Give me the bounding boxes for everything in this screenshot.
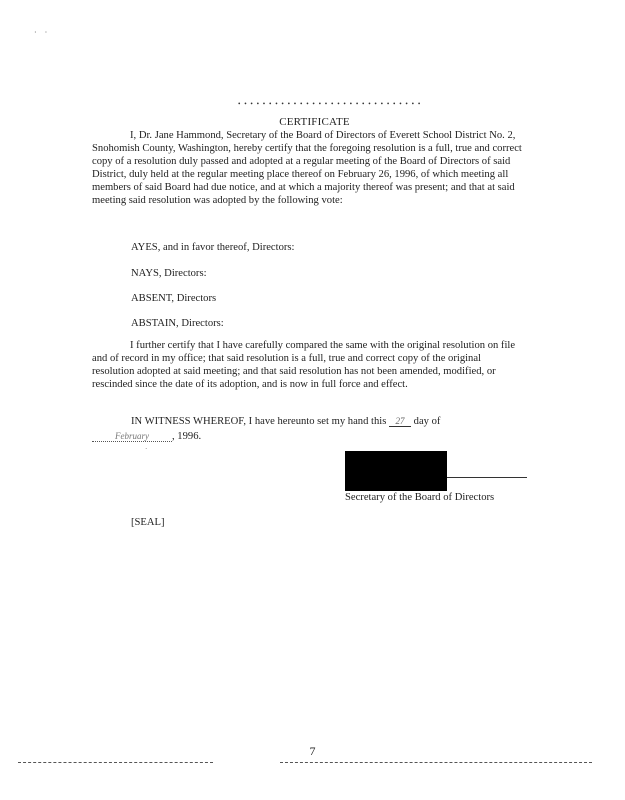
signature-label: Secretary of the Board of Directors	[345, 492, 495, 503]
scan-speck: · ·	[34, 28, 51, 37]
witness-year: , 1996.	[172, 431, 202, 442]
seal-placeholder: [SEAL]	[131, 517, 165, 528]
witness-suffix: day of	[413, 416, 441, 427]
redacted-signature	[345, 451, 447, 491]
witness-date-line	[92, 431, 201, 442]
page-number: 7	[309, 744, 316, 758]
footer-scan-rule	[0, 760, 625, 766]
witness-line	[131, 416, 440, 427]
certificate-title: CERTIFICATE	[279, 116, 350, 128]
scan-mark: ·	[145, 445, 148, 453]
vote-nays: NAYS, Directors:	[131, 268, 207, 279]
witness-prefix: IN WITNESS WHEREOF, I have hereunto set my hand this	[131, 416, 387, 427]
vote-absent: ABSENT, Directors	[131, 293, 217, 304]
vote-abstain: ABSTAIN, Directors:	[131, 318, 224, 329]
signature-line	[447, 477, 527, 478]
vote-ayes: AYES, and in favor thereof, Directors:	[131, 242, 295, 253]
handwritten-month: February	[92, 431, 172, 442]
opening-paragraph: I, Dr. Jane Hammond, Secretary of the Board of Directors of Everett School District No. 2, Snohomish County, Washington, hereby certify that the foregoing resolution is a full, true and correct copy of a resolution duly passed and adopted at a regular meeting of the Board of Directors of said District, duly held at the regular meeting place thereof on February 26, 1996, of which meeting all members of said Board had due notice, and at which a majority thereof was present; and that at said meeting said resolution was adopted by the following vote:	[92, 130, 522, 206]
further-certify-paragraph: I further certify that I have carefully compared the same with the original resolution on file and of record in my office; that said resolution is a full, true and correct copy of the original resolution adopted at said meeting; and that said resolution has not been amended, modified, or rescinded since the date of its adoption, and is now in full force and effect.	[92, 340, 516, 390]
handwritten-day: 27	[389, 416, 411, 427]
title-divider: • • • • • • • • • • • • • • • • • • • • • • • • • • • • • •	[238, 100, 422, 108]
